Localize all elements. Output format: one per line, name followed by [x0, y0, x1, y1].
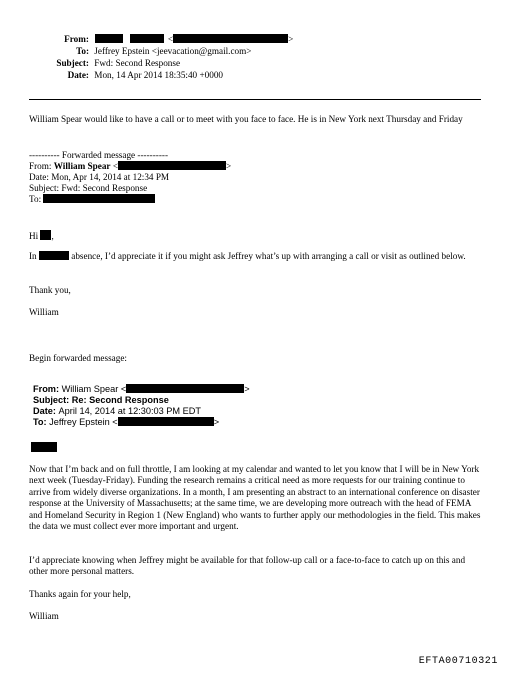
forwarded2-from-label: From:: [33, 384, 62, 394]
header-to-row: [44, 46, 251, 57]
header-to-label: To:: [76, 46, 89, 56]
forwarded2-subject-label: Subject:: [33, 395, 72, 405]
header-from-gt: >: [288, 34, 294, 44]
message1-thanks: Thank you,: [29, 285, 71, 295]
header-to-value: Jeffrey Epstein <jeevacation@gmail.com>: [94, 46, 252, 56]
redaction-box: [130, 34, 164, 43]
forwarded-from-label: From:: [29, 161, 54, 171]
redaction-box: [126, 384, 244, 393]
forwarded-from-row: [29, 161, 231, 172]
forwarded-date-line: Date: Mon, Apr 14, 2014 at 12:34 PM: [29, 172, 170, 182]
message2-paragraph1: Now that I’m back and on full throttle, I am looking at my calendar and wanted to let you know that I will be in New York next week (Tuesday-Friday). Funding the research remains a critical need as more requests for our training continue to arrive from widely diverse organizations. In a month, I am presenting an abstract to an international conference on disaster response at the University of Massachusetts; at the same time, we are developing more outreach with the head of FEMA and Homeland Security in Region 1 (New England) who wants to further apply our methodologies in the field. This makes the data we must collect ever more important and urgent.: [29, 464, 481, 532]
message1-body-rest: absence, I’d appreciate it if you might ask Jeffrey what’s up with arranging a call or visit as outlined below.: [68, 251, 466, 261]
redaction-box: [40, 230, 54, 241]
message2-paragraph2: I’d appreciate knowing when Jeffrey might be available for that follow-up call or a face-to-face to catch up on this and other more personal matters.: [29, 555, 466, 577]
message1-body-prefix: In: [29, 251, 37, 261]
forwarded2-date-row: [33, 406, 201, 417]
redaction-box: [39, 251, 69, 260]
header-subject-label: Subject:: [56, 58, 89, 68]
intro-paragraph: William Spear would like to have a call or to meet with you face to face. He is in New York next Thursday and Friday: [29, 114, 463, 124]
header-date-label: Date:: [67, 70, 89, 80]
message1-signature: William: [29, 307, 59, 317]
message2-signature: William: [29, 611, 59, 621]
bates-number: EFTA00710321: [418, 656, 498, 667]
forwarded2-to-label: To:: [33, 417, 50, 427]
forwarded2-date-value: April 14, 2014 at 12:30:03 PM EDT: [58, 406, 202, 416]
forwarded2-date-label: Date:: [33, 406, 59, 416]
redaction-box: [173, 34, 288, 43]
forwarded-to-label: To:: [29, 194, 44, 204]
forwarded-from-gt: >: [226, 161, 232, 171]
forwarded2-subject-row: [33, 395, 169, 406]
header-divider-line: [29, 99, 481, 100]
forwarded2-to-row: [33, 417, 219, 428]
forwarded-subject-line: Subject: Fwd: Second Response: [29, 183, 148, 193]
greeting-text: Hi: [29, 231, 39, 241]
header-from-row: [44, 34, 293, 45]
header-subject-value: Fwd: Second Response: [94, 58, 181, 68]
greeting-punct: ,: [51, 231, 54, 241]
forwarded2-from-value: William Spear <: [61, 384, 127, 394]
message1-body: [29, 251, 481, 262]
header-subject-row: [44, 58, 180, 69]
forwarded-divider: ---------- Forwarded message ----------: [29, 150, 169, 160]
forwarded-to-row: [29, 194, 155, 205]
forwarded-from-lt: <: [110, 161, 118, 171]
redaction-box: [95, 34, 123, 43]
forwarded-from-name: William Spear: [53, 161, 111, 171]
header-from-lt: <: [167, 34, 174, 44]
begin-forwarded-line: Begin forwarded message:: [29, 353, 127, 363]
redacted-greeting: [31, 442, 57, 452]
redaction-box: [43, 194, 155, 203]
greeting-line: [29, 230, 54, 242]
forwarded2-to-value: Jeffrey Epstein <: [49, 417, 118, 427]
forwarded2-from-row: [33, 384, 250, 395]
redaction-box: [118, 417, 214, 426]
forwarded2-to-gt: >: [213, 417, 220, 427]
message2-thanks: Thanks again for your help,: [29, 589, 131, 599]
header-date-row: [44, 70, 223, 81]
header-date-value: Mon, 14 Apr 2014 18:35:40 +0000: [94, 70, 224, 80]
forwarded2-subject-value: Re: Second Response: [71, 395, 169, 405]
header-from-label: From:: [64, 34, 89, 44]
redaction-box: [118, 161, 226, 170]
forwarded2-from-gt: >: [244, 384, 250, 394]
